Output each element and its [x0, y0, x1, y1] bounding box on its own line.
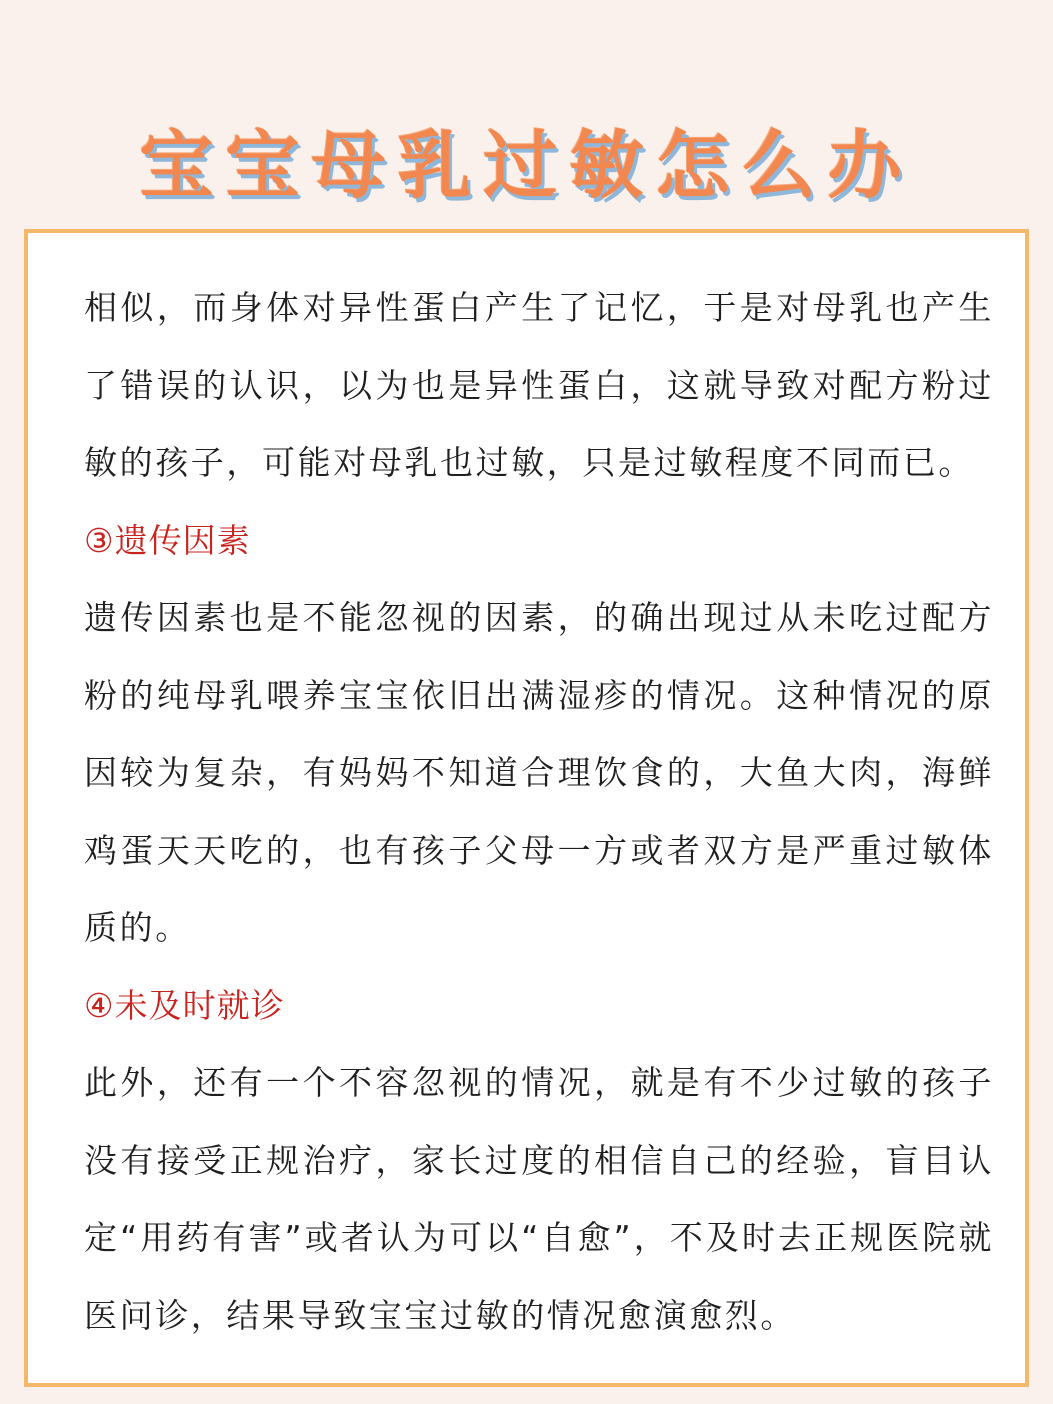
section-heading-delayed-treatment: ④未及时就诊	[84, 985, 285, 1025]
section-heading-genetic: ③遗传因素	[84, 520, 251, 560]
delayed-treatment-paragraph: 此外，还有一个不容忽视的情况，就是有不少过敏的孩子没有接受正规治疗，家长过度的相信自己的经验，盲目认定“用药有害”或者认为可以“自愈”，不及时去正规医院就医问诊，结果导致宝宝过敏的情况愈演愈烈。	[84, 1063, 994, 1335]
intro-paragraph: 相似，而身体对异性蛋白产生了记忆，于是对母乳也产生了错误的认识，以为也是异性蛋白，这就导致对配方粉过敏的孩子，可能对母乳也过敏，只是过敏程度不同而已。	[84, 288, 994, 482]
article-body	[84, 269, 994, 1354]
genetic-paragraph: 遗传因素也是不能忽视的因素，的确出现过从未吃过配方粉的纯母乳喂养宝宝依旧出满湿疹的情况。这种情况的原因较为复杂，有妈妈不知道合理饮食的，大鱼大肉，海鲜鸡蛋天天吃的，也有孩子父母一方或者双方是严重过敏体质的。	[84, 598, 994, 947]
page-title: 宝宝母乳过敏怎么办	[139, 123, 914, 209]
content-card	[24, 229, 1029, 1387]
